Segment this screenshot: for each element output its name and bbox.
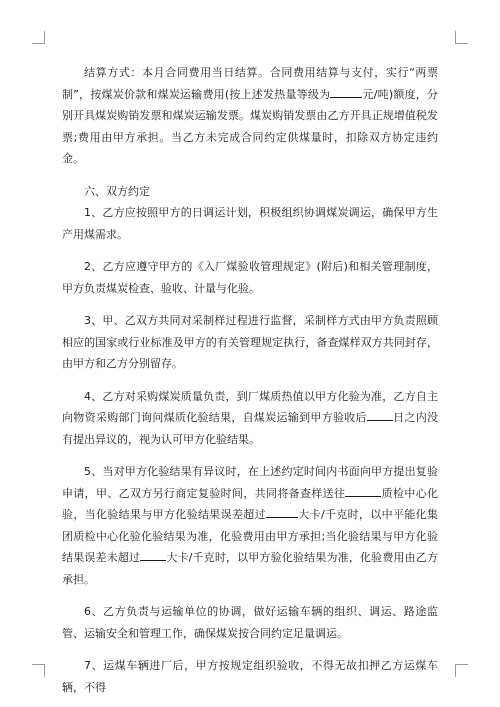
clause-5 [62, 461, 438, 590]
clause-6: 6、乙方负责与运输单位的协调，做好运输车辆的组织、调运、路途监管、运输安全和管理工作，确保煤炭按合同约定足量调运。 [62, 605, 438, 640]
clause-5-text-d: 大卡/千克时，以甲方验化验结果为准，化验费用由乙方承担。 [62, 551, 438, 586]
section-title: 六、双方约定 [84, 184, 150, 198]
settlement-text-a: 结算方式：本月合同费用当日结算。合同费用结算与支付，实行“两票制”，按煤炭价款和煤炭运输费用(按上述发热量等级为 [62, 66, 438, 101]
clause-5-text-b: 质检中心化验，当化验结果与甲方化验结果误差超过 [62, 486, 439, 521]
fill-blank-tolerance-1 [266, 505, 298, 518]
settlement-paragraph [62, 62, 438, 170]
clause-4-text-b: 日之内没有提出异议的，视为认可甲方化验结果。 [62, 411, 439, 446]
document-body [62, 62, 438, 698]
clause-4-text-a: 4、乙方对采购煤炭质量负责，到厂煤质热值以甲方化验为准，乙方自主向物资采购部门询问煤质化验结果，自煤炭运输到甲方验收后 [62, 389, 438, 424]
settlement-text-b: 元/吨)额度，分别开具煤炭购销发票和煤炭运输发票。煤炭购销发票由乙方开具正规增值税发票;费用由甲方承担。当乙方未完成合同约定供煤量时，扣除双方协定违约金。 [62, 87, 438, 165]
clause-4 [62, 386, 438, 451]
clause-2: 2、乙方应遵守甲方的《入厂煤验收管理规定》(附后)和相关管理制度，甲方负责煤炭检查、验收、计量与化验。 [62, 260, 438, 295]
crop-mark-bottom-left [32, 664, 45, 677]
clause-3: 3、甲、乙双方共同对采制样过程进行监督，采制样方式由甲方负责照顾相应的国家或行业标准及甲方的有关管理规定执行，备查煤样双方共同封存，由甲方和乙方分别留存。 [62, 314, 438, 370]
clause-7: 7、运煤车辆进厂后，甲方按规定组织验收，不得无故扣押乙方运煤车辆，不得 [62, 659, 438, 694]
clause-5-text-c: 大卡/千克时，以中平能化集团质检中心化验化验结果为准，化验费用由甲方承担;当化验结果与甲方化验结果误差未超过 [62, 508, 438, 564]
crop-mark-bottom-right [455, 664, 468, 677]
clause-1: 1、乙方应按照甲方的日调运计划，积极组织协调煤炭调运，确保甲方生产用煤需求。 [62, 206, 438, 241]
crop-mark-top-right [455, 31, 468, 44]
fill-blank-tolerance-2 [140, 548, 166, 561]
crop-mark-top-left [32, 31, 45, 44]
fill-blank-lab [345, 484, 381, 497]
fill-blank-days [367, 408, 393, 421]
clause-5-text-a: 5、当对甲方化验结果有异议时，在上述约定时间内书面向甲方提出复验申请，甲、乙双方另行商定复验时间，共同将备查样送往 [62, 465, 438, 500]
fill-blank-price [330, 85, 362, 98]
